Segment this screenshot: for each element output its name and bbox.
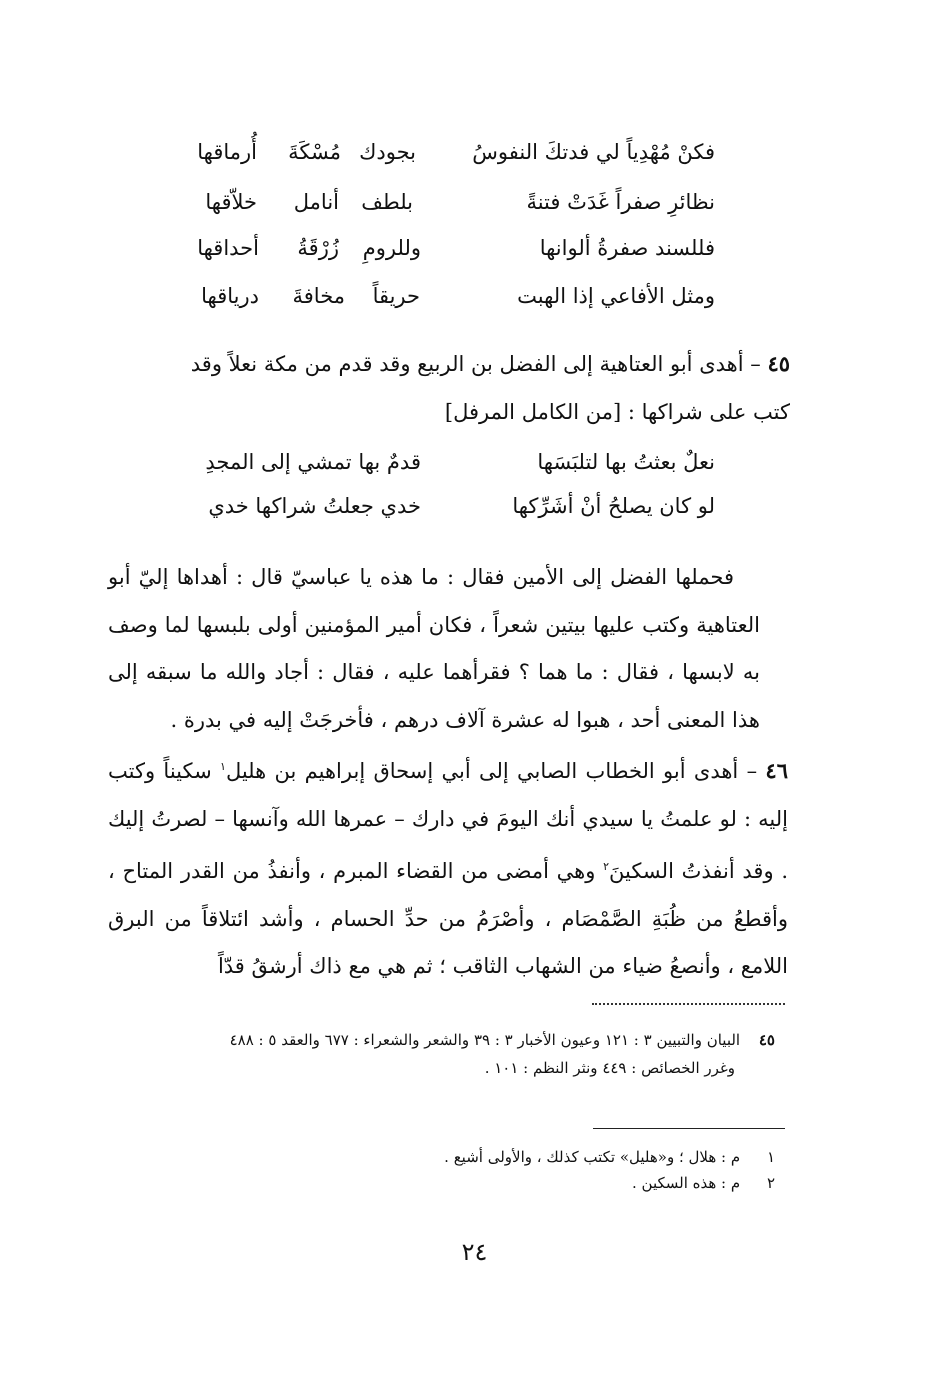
verse-word: بلطف	[361, 190, 413, 214]
verse-word: زُرْقَةُ	[297, 236, 339, 260]
verse-hemistich-a: فللسند صفرةُ ألوانها	[539, 236, 715, 260]
page-number: ٢٤	[461, 1238, 488, 1266]
verse-word: بجودك	[359, 140, 416, 164]
entry-number: ٤٥	[767, 351, 790, 376]
source-note-line-2: وغرر الخصائص : ٤٤٩ ونثر النظم : ١٠١ .	[484, 1059, 735, 1077]
footnote-text: م : هلال ؛ و«هليل» تكتب كذلك ، والأولى أشيع .	[444, 1148, 741, 1166]
footnote-ref-1[interactable]: ١	[220, 760, 226, 773]
verse-word: مُسْكَةَ	[288, 140, 341, 164]
verse-hemistich-a: ومثل الأفاعي إذا الهبت	[517, 284, 715, 308]
source-divider	[592, 1003, 785, 1005]
verse-word: أنامل	[293, 190, 339, 214]
verse-line	[0, 496, 949, 530]
verse-line	[0, 286, 949, 320]
verse-hemistich-a: نعلٌ بعثتُ بها لتلبَسَها	[537, 450, 715, 474]
verse-word: مخافةَ	[292, 284, 345, 308]
entry-46	[108, 743, 788, 991]
footnote-divider	[593, 1128, 785, 1129]
entry-45-line-1	[120, 340, 790, 389]
footnotes	[444, 1144, 775, 1196]
verse-line	[0, 452, 949, 486]
verse-hemistich-b: خدي جعلتُ شراكها خدي	[208, 494, 421, 518]
verse-word: حريقاً	[372, 284, 420, 308]
verse-hemistich-a: لو كان يصلحُ أنْ أشَرِّكها	[512, 494, 715, 518]
source-entry-number: ٤٥	[758, 1031, 775, 1049]
verse-word: خلاّقها	[205, 190, 257, 214]
entry-number: ٤٦	[765, 758, 788, 783]
verse-hemistich-a: نظائرِ صفراً غَدَتْ فتنةً	[526, 190, 715, 214]
source-text: البيان والتبيين ٣ : ١٢١ وعيون الأخبار ٣ : ٣٩ والشعر والشعراء : ٦٧٧ والعقد ٥ : ٤٨٨	[229, 1031, 741, 1049]
footnote-item	[444, 1170, 775, 1196]
entry-45-line-2: كتب على شراكها : [من الكامل المرفل]	[444, 399, 790, 424]
verse-hemistich-a: فكنْ مُهْدِياً لي فدتكَ النفوسُ	[472, 140, 715, 164]
footnote-text: م : هذه السكين .	[631, 1174, 741, 1192]
footnote-marker: ١	[766, 1148, 775, 1166]
entry-46-text-a: – أهدى أبو الخطاب الصابي إلى أبي إسحاق إبراهيم بن هليل	[225, 759, 758, 783]
verse-word: درياقها	[201, 284, 259, 308]
entry-46-paragraph	[108, 743, 788, 991]
entry-46-text-c: وهي أمضى من القضاء المبرم ، وأنفذُ من القدر المتاح ، وأقطعُ من ظُبَةِ الصَّمْصَام ، وأصْرَمُ من حدِّ الحسام ، وأشد ائتلاقاً من البرق اللامع ، وأنصعُ ضياء من الشهاب الثاقب ؛ ثم هي مع ذاك أرشقُ قدّاً	[108, 859, 788, 978]
entry-45-heading	[120, 340, 790, 436]
footnote-ref-2[interactable]: ٢	[603, 860, 610, 873]
footnote-item	[444, 1144, 775, 1170]
source-note	[110, 1026, 775, 1082]
entry-45-prose	[108, 554, 760, 744]
source-note-line-1	[110, 1026, 775, 1054]
verse-line	[0, 142, 949, 176]
verse-word: وللرومِ	[362, 236, 421, 260]
footnote-marker: ٢	[766, 1174, 775, 1192]
entry-45-paragraph: فحملها الفضل إلى الأمين فقال : ما هذه يا عباسيّ قال : أهداها إليّ أبو العتاهية وكتب عليها بيتين شعراً ، فكان أمير المؤمنين أولى بلبسها لما وصف به لابسها ، فقال : ما هما ؟ فقرأهما عليه ، فقال : أجاد والله ما سبقه إلى هذا المعنى أحد ، هبوا له عشرة آلاف درهم ، فأخرجَتْ إليه في بدرة .	[108, 565, 760, 732]
verse-hemistich-b: قدمٌ بها تمشي إلى المجدِ	[205, 450, 421, 474]
entry-46-text-b: سكيناً وكتب إليه : لو علمتُ يا سيدي أنك اليومَ في دارك – عمرها الله وآنسها – لصرتُ إليك . وقد أنفذتُ السكينَ	[108, 759, 788, 883]
verse-word: أحداقها	[197, 236, 259, 260]
verse-word: أُرماقها	[197, 140, 257, 164]
verse-line	[0, 192, 949, 226]
verse-line	[0, 238, 949, 272]
entry-45-text: – أهدى أبو العتاهية إلى الفضل بن الربيع وقد قدم من مكة نعلاً وقد	[190, 352, 761, 376]
